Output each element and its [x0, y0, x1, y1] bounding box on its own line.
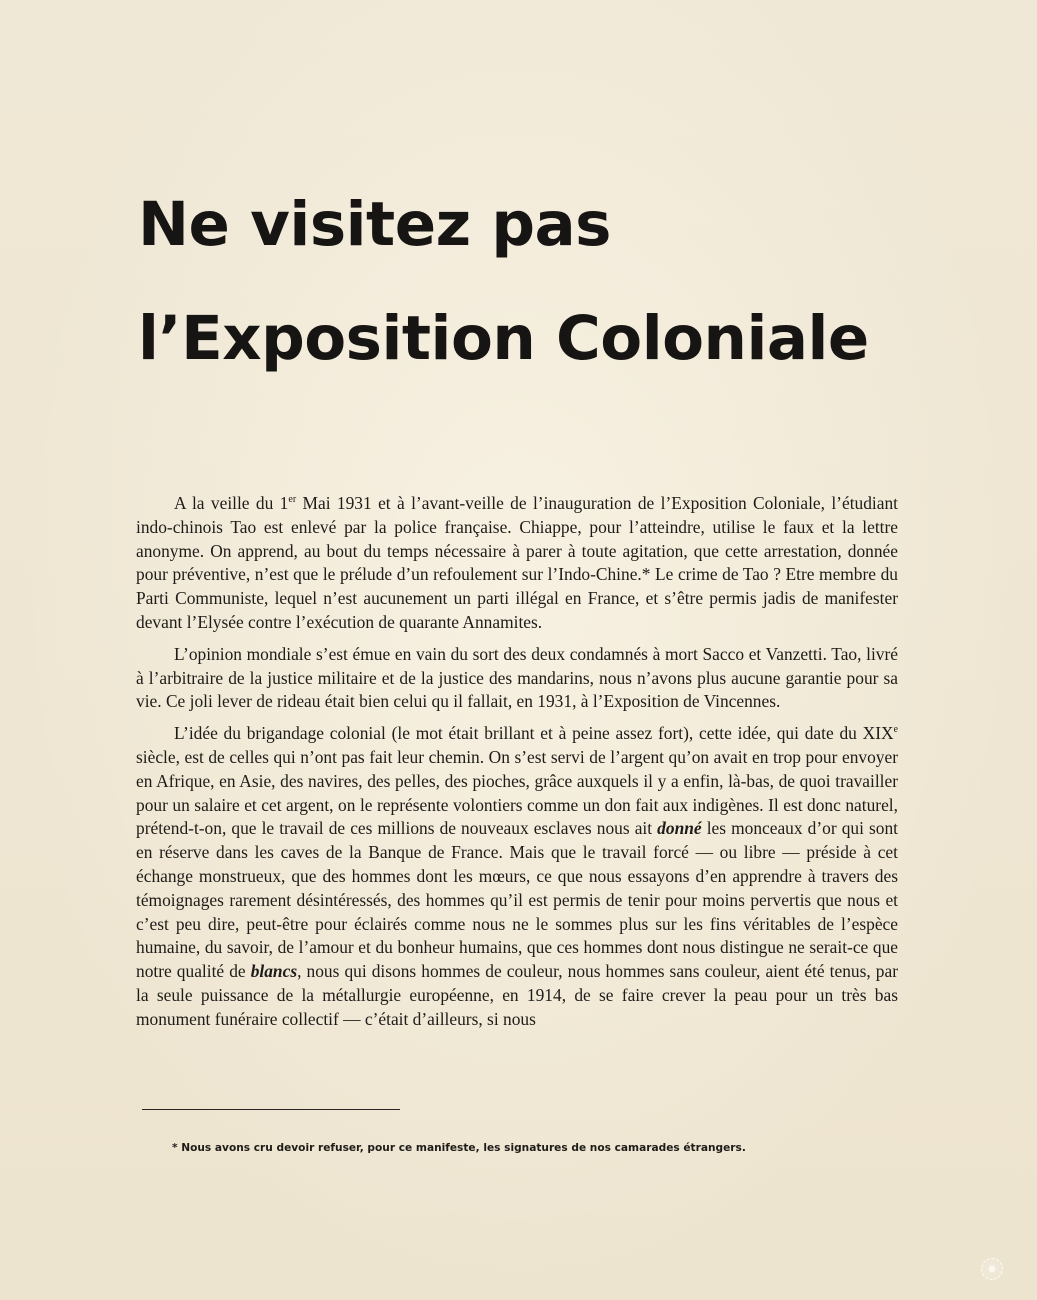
paragraph-2: L’opinion mondiale s’est émue en vain du sort des deux condamnés à mort Sacco et Vanzetti. Tao, livré à l’arbitraire de la justice militaire et de la justice des mandarins, nous n’avons plus aucune garantie pour sa vie. Ce joli lever de rideau était bien celui qu il fallait, en 1931, à l’Exposition de Vincennes.: [136, 643, 898, 712]
paragraph-1: [136, 492, 898, 635]
library-stamp-icon: [981, 1258, 1003, 1280]
paragraph-3-part-4: , nous qui disons hommes de couleur, nous hommes sans couleur, aient été tenus, par la seule puissance de la métallurgie européenne, en 1914, de se faire crever la peau pour un très bas monument funéraire collectif — c’était d’ailleurs, si nous: [136, 961, 899, 1029]
paragraph-3-part-2: siècle, est de celles qui n’ont pas fait leur chemin. On s’est servi de l’argent qu’on avait en trop pour envoyer en Afrique, en Asie, des navires, des pelles, des pioches, grâce auxquels il y a enfin, là-bas, de quoi travailler pour un salaire et cet argent, on le représente volontiers comme un don fait aux indigènes. Il est donc naturel, prétend-t-on, que le travail de ces millions de nouveaux esclaves nous ait: [136, 746, 898, 839]
page-title: [138, 168, 958, 396]
ordinal-superscript: er: [288, 494, 297, 505]
title-line-2: l’Exposition Coloniale: [138, 303, 869, 374]
paragraph-3-part-1: L’idée du brigandage colonial (le mot était brillant et à peine assez fort), cette idée, qui date du XIX: [174, 723, 894, 744]
manifesto-body: [136, 492, 898, 1040]
footnote-divider: [142, 1109, 400, 1110]
paragraph-1-rest: Mai 1931 et à l’avant-veille de l’inauguration de l’Exposition Coloniale, l’étudiant indo-chinois Tao est enlevé par la police française. Chiappe, pour l’atteindre, utilise le faux et la lettre anonyme. On apprend, au bout du temps nécessaire à parer à toute agitation, que cette arrestation, donnée pour préventive, n’est que le prélude d’un refoulement sur l’Indo-Chine.* Le crime de Tao ? Etre membre du Parti Communiste, lequel n’est aucunement un parti illégal en France, et s’être permis jadis de manifester devant l’Elysée contre l’exécution de quarante Annamites.: [136, 493, 898, 632]
footnote: * Nous avons cru devoir refuser, pour ce manifeste, les signatures de nos camarades étrangers.: [172, 1142, 746, 1154]
century-superscript: e: [893, 724, 898, 736]
paragraph-1-start: A la veille du 1: [174, 493, 289, 513]
paragraph-3-part-3: les monceaux d’or qui sont en réserve dans les caves de la Banque de France. Mais que le travail forcé — ou libre — préside à cet échange monstrueux, que des hommes dont les mœurs, ce que nous essayons d’en apprendre à travers des témoignages rarement désintéressés, des hommes qu’il est permis de tenir pour moins pervertis que nous et c’est peu dire, peut-être pour éclairés comme nous ne le sommes plus sur les fins véritables de l’espèce humaine, du savoir, de l’amour et du bonheur humains, que ces hommes dont nous distingue ne serait-ce que notre qualité de: [136, 818, 898, 982]
emphasis-donne: donné: [657, 818, 702, 839]
title-line-1: Ne visitez pas: [138, 189, 611, 260]
paragraph-3: [136, 722, 898, 1031]
emphasis-blancs: blancs: [250, 961, 298, 982]
